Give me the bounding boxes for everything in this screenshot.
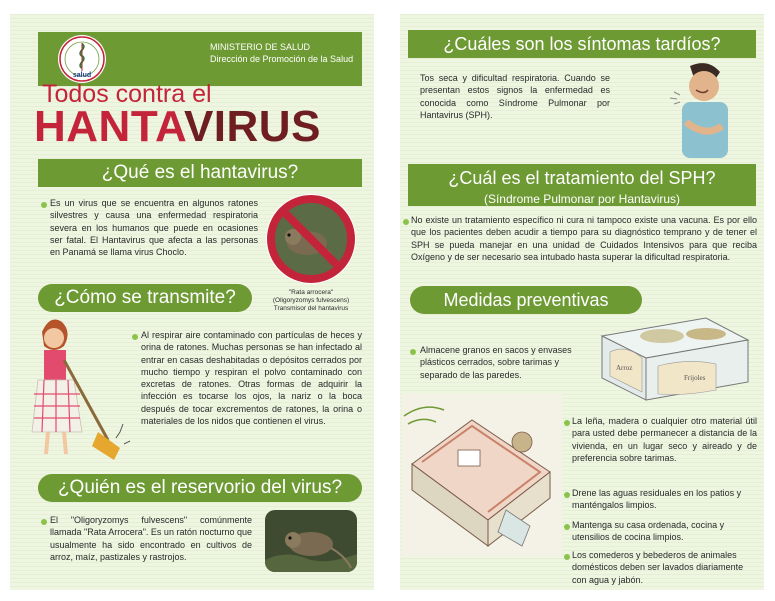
box-label-arroz: Arroz (616, 364, 633, 372)
no-rat-icon (263, 191, 359, 287)
logo-text: salud (72, 72, 92, 79)
grain-storage-illustration (596, 312, 754, 404)
bullet (564, 554, 570, 560)
heading-medidas-preventivas: Medidas preventivas (410, 286, 642, 314)
rat-photo (265, 510, 357, 572)
title-virus: VIRUS (183, 102, 321, 151)
woman-sweeping-illustration (20, 314, 138, 464)
bullet (410, 349, 416, 355)
house-yard-illustration (402, 394, 562, 556)
ministry-department: Dirección de Promoción de la Salud (210, 54, 354, 64)
heading-reservorio: ¿Quién es el reservorio del virus? (38, 474, 362, 502)
heading-que-es: ¿Qué es el hantavirus? (38, 159, 362, 187)
heading-como-se-transmite: ¿Cómo se transmite? (38, 284, 252, 312)
medida-item-lena: La leña, madera o cualquier otro material útil para usted debe permanecer a distancia de la vivienda, en un lugar seco y aireado y de preferencia sobre tarimas. (572, 416, 757, 463)
heading-sintomas: ¿Cuáles son los síntomas tardíos? (408, 30, 756, 58)
right-panel (400, 14, 764, 590)
medida-item-casa: Mantenga su casa ordenada, cocina y utensilios de cocina limpios. (572, 520, 725, 543)
heading-tratamiento: ¿Cuál es el tratamiento del SPH? (408, 164, 756, 192)
sintomas-text: Tos seca y dificultad respiratoria. Cuando se presentan estos signos la enfermedad es conocida como Síndrome Pulmonar por Hantavirus (SPH). (420, 73, 610, 120)
bullet (403, 219, 409, 225)
ministry-name: MINISTERIO DE SALUD (210, 42, 311, 52)
left-panel (10, 14, 374, 590)
bullet (564, 420, 570, 426)
reservorio-text: El "Oligoryzomys fulvescens" comúnmente llamada "Rata Arrocera". Es un ratón nocturno que usualmente ha sido encontrado en cultivos de arroz, maíz, pastizales y rastrojos. (50, 515, 253, 562)
tratamiento-text: No existe un tratamiento específico ni cura ni tampoco existe una vacuna. Es por ello que los pacientes deben acudir a tiempo para su diagnóstico temprano y de tener el SPH se pueda manejar en una unidad de Cuidados Intensivos para que reciba Oxígeno y de ser necesario sea intubado hasta superar la dificultad respiratoria. (411, 215, 757, 262)
bullet (564, 492, 570, 498)
title-main (34, 102, 321, 152)
medida-item-comederos: Los comederos y bebederos de animales domésticos deben ser lavados diariamente con agua y jabón. (572, 550, 744, 585)
rat-caption-role: Transmisor del hantavirus (273, 305, 349, 312)
medida-item-drenaje: Drene las aguas residuales en los patios y manténgalos limpios. (572, 488, 742, 511)
bullet (132, 334, 138, 340)
title-hanta: HANTA (34, 102, 184, 151)
box-label-frijoles: Frijoles (684, 374, 706, 382)
bullet (41, 519, 47, 525)
como-se-transmite-text: Al respirar aire contaminado con partículas de heces y orina de ratones. Muchas personas se han infectado al entrar en casas deshabitadas o depósitos cerrados por mucho tiempo y respiran el polvo contaminado con excretas de ratones. Otras formas de adquirir la infección es tocarse los ojos, la nariz o la boca después de tocar excrementos de ratones, la orina o materiales de los nidos que contienen el virus. (141, 330, 362, 427)
que-es-text: Es un virus que se encuentra en algunos ratones silvestres y causa una enfermedad respiratoria severa en los humanos que puede en ocasiones ser fatal. El Hantavirus que afecta a las personas en Panamá se llama virus Choclo. (50, 198, 258, 258)
rat-caption-species: (Oligoryzomys fulvescens) (272, 297, 350, 304)
title-top: Todos contra el (42, 80, 212, 108)
coughing-man-illustration (656, 60, 756, 170)
ministry-logo (58, 35, 106, 83)
bullet (41, 202, 47, 208)
medida-item-granos: Almacene granos en sacos y envases plásticos cerrados, sobre tarimas y separado de las paredes. (420, 345, 572, 380)
rat-caption (268, 289, 354, 313)
bullet (564, 524, 570, 530)
rat-caption-name: "Rata arrocera" (288, 289, 334, 296)
tratamiento-subheading: (Síndrome Pulmonar por Hantavirus) (408, 192, 756, 206)
